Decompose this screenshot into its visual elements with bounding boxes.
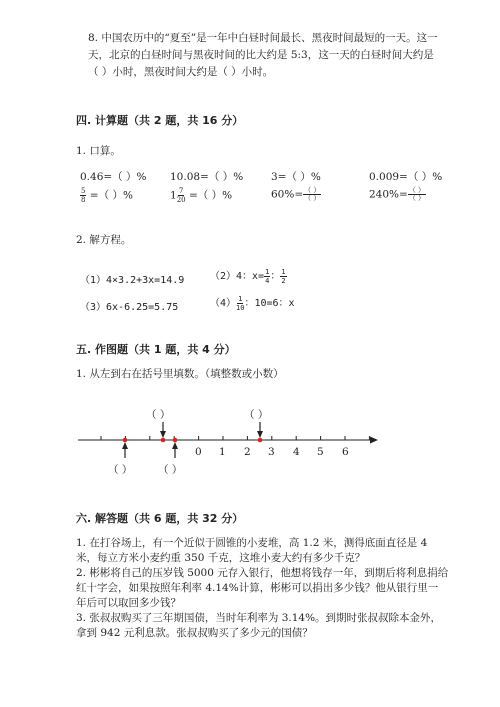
tick-label-1: 1 [219,446,226,458]
section6-title: 六. 解答题（共 6 题，共 32 分） [76,512,244,525]
q8-line3: （ ）小时，黑夜时间大约是（ ）小时。 [88,66,274,78]
fraction-5-8: $\frac{5}{8}$ [81,187,86,204]
arrow-right-icon [370,437,378,444]
drawing-question: 1. 从左到右在括号里填数。（填整数或小数） [76,368,284,380]
point-dot [123,438,128,443]
answer-paren-bottom-2: （ ） [158,464,183,476]
problem-line: 米，每立方米小麦约重 350 千克，这堆小麦大约有多少千克？ [76,552,366,564]
calc-r2-a: $\frac{5}{8}$ =（ ）% [81,187,133,204]
equation-3: （3）6x-6.25=5.75 [80,302,179,313]
fraction-1-4: $\frac{1}{4}$ [265,267,270,285]
tick-label-0: 0 [195,446,202,458]
problem-line: 3. 张叔叔购买了三年期国债，当时年利率为 3.14%。到期时张叔叔除本金外， [76,612,442,624]
problem-line: 2. 彬彬将自己的压岁钱 5000 元存入银行，他想将钱存一年，到期后将利息捐给 [76,567,449,579]
tick-label-2: 2 [244,446,251,458]
answer-paren-top-1: （ ） [146,409,171,421]
arrow-down-icon [257,431,263,438]
equation-1: （1）4×3.2+3x=14.9 [80,275,185,286]
problem-line: 拿到 942 元利息款。张叔叔购买了多少元的国债？ [76,627,313,639]
point-dot [161,438,166,443]
calc-r2-d: 240%= $\frac{( )}{( )}$ [369,186,426,202]
solve-eq-title: 2. 解方程。 [76,234,132,246]
problem-line: 红十字会，如果按照年利率 4.14%计算，彬彬可以捐出多少钱？他从银行里一 [76,582,439,594]
calc-r1-b: 10.08=（ ）% [170,171,244,183]
point-dot [258,438,263,443]
section4-title: 四. 计算题（共 2 题，共 16 分） [76,114,244,127]
fraction-1-2: $\frac{1}{2}$ [281,267,286,285]
oral-calc-title: 1. 口算。 [76,145,121,157]
fraction-7-20: $\frac{7}{20}$ [176,187,186,204]
tick-label-5: 5 [317,446,324,458]
equation-4: （4） $\frac{1}{10}$ ：10=6：x [210,294,295,312]
q8-line1: 8. 中国农历中的“夏至”是一年中白昼时间最长、黑夜时间最短的一天。这一 [88,32,438,44]
problem-line: 1. 在打谷场上，有一个近似于圆锥的小麦堆，高 1.2 米，测得底面直径是 4 [76,537,428,549]
calc-r2-b: 1 $\frac{7}{20}$ =（ ）% [170,187,233,204]
calc-r1-c: 3=（ ）% [271,171,321,183]
fraction-blank: $\frac{( )}{( )}$ [408,186,426,202]
fraction-blank: $\frac{( )}{( )}$ [304,186,321,202]
problem-line: 年后可以取回多少钱？ [76,597,181,609]
calc-r1-d: 0.009=（ ）% [369,171,443,183]
calc-r2-c: 60%= $\frac{( )}{( )}$ [271,186,321,202]
arrow-down-icon [160,431,166,438]
calc-r1-a: 0.46=（ ）% [80,171,147,183]
tick-label-4: 4 [293,446,300,458]
answer-paren-top-2: （ ） [244,409,269,421]
point-dot [173,438,178,443]
arrow-up-icon [122,442,128,449]
q8-line2: 天，北京的白昼时间与黑夜时间的比大约是 5:3，这一天的白昼时间大约是 [88,49,434,61]
arrow-up-icon [172,442,178,449]
tick-label-3: 3 [268,446,275,458]
equation-2: （2）4：x= $\frac{1}{4}$ ： $\frac{1}{2}$ [210,267,286,285]
fraction-1-10: $\frac{1}{10}$ [236,294,245,312]
answer-paren-bottom-1: （ ） [108,464,133,476]
section5-title: 五. 作图题（共 1 题，共 4 分） [76,343,236,356]
tick-label-6: 6 [342,446,349,458]
number-line-ticks [101,436,369,440]
